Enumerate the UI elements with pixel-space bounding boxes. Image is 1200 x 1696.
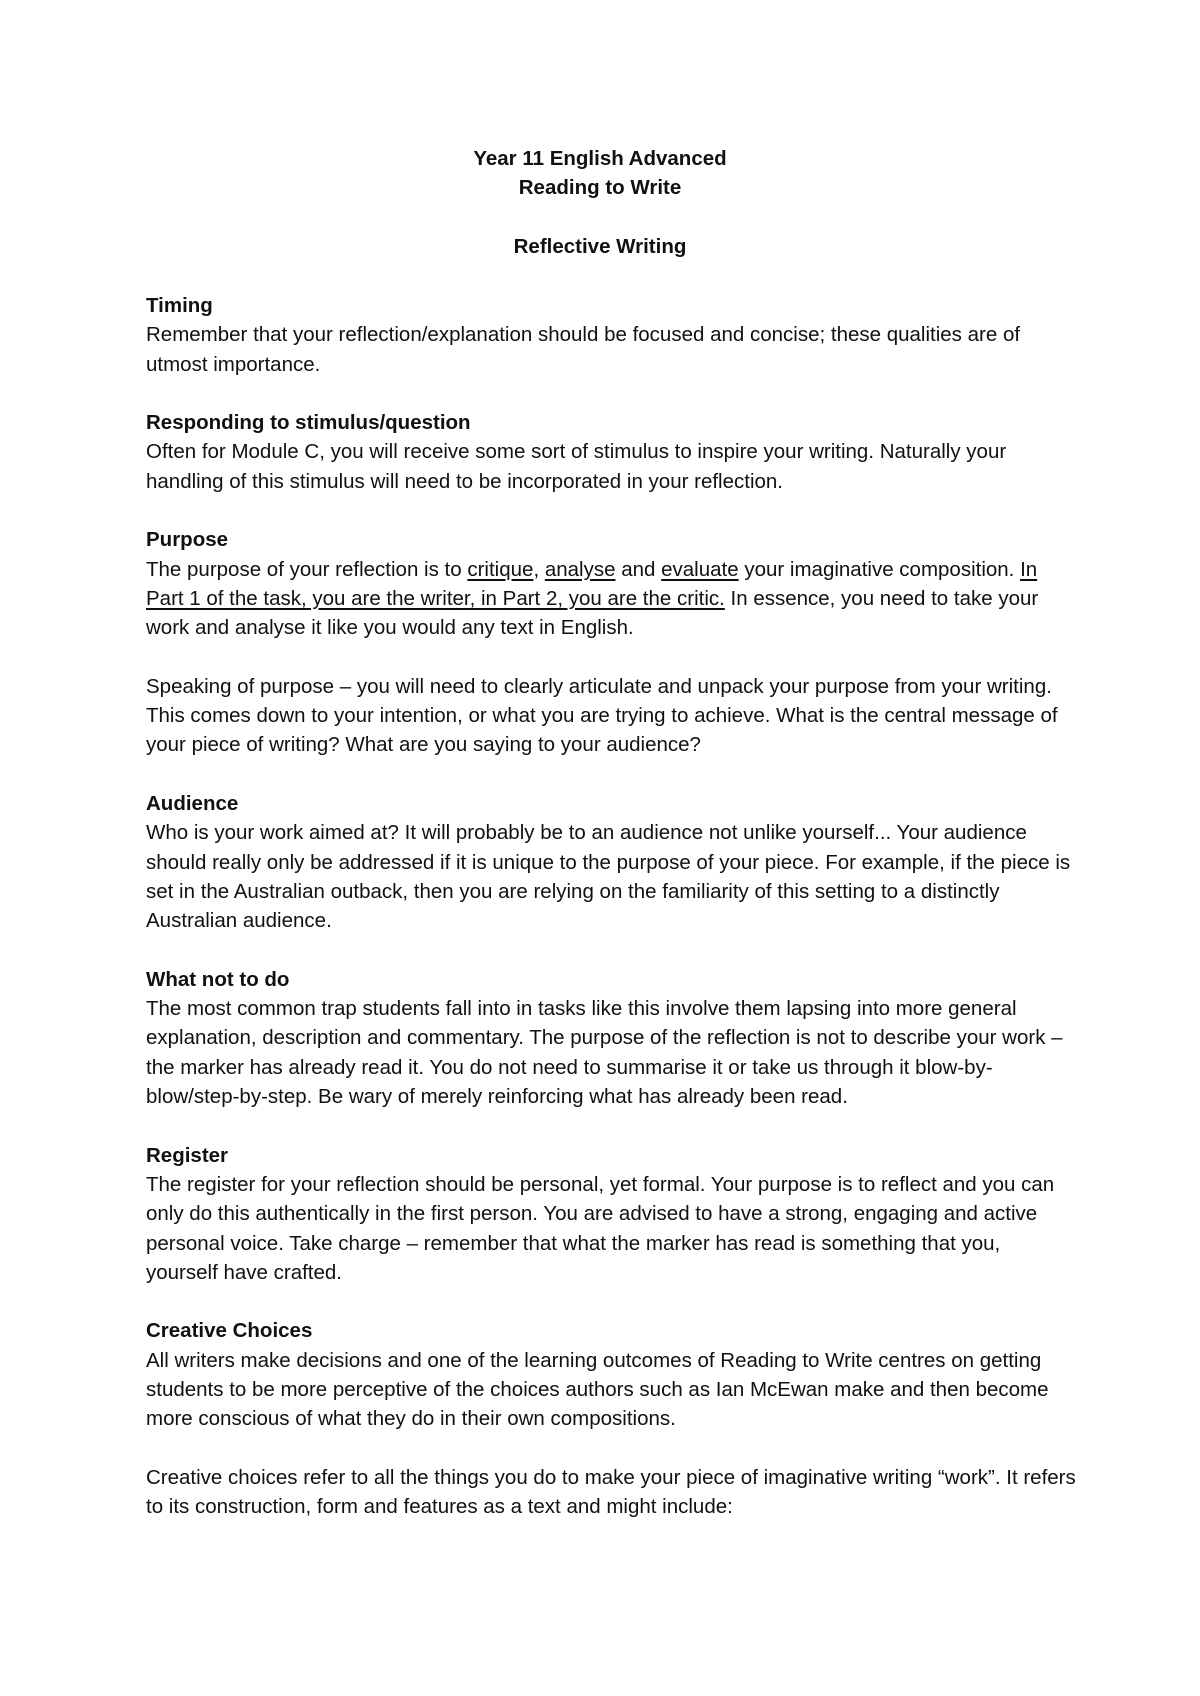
underlined-term-critique: critique <box>467 557 534 581</box>
section-text-audience: Who is your work aimed at? It will probably be to an audience not unlike yourself... Your audience should really only be addressed if it is unique to the purpose of your piece. For example, if the piece is set in the Australian outback, then you are relying on the familiarity of this setting to a distinctly Australian audience. <box>146 821 1071 933</box>
section-text-creative-2: Creative choices refer to all the things you do to make your piece of imaginative writing “work”. It refers to its construction, form and features as a text and might include: <box>146 1465 1076 1519</box>
section-creative-choices <box>146 1316 1076 1521</box>
section-register <box>146 1141 1076 1287</box>
section-text-timing: Remember that your reflection/explanation should be focused and concise; these qualities are of utmost importance. <box>146 323 1021 376</box>
text-run: your imaginative composition. <box>738 557 1021 581</box>
section-responding <box>146 408 1076 496</box>
text-run: and <box>615 557 662 581</box>
section-timing <box>146 291 1076 379</box>
section-text-creative-1: All writers make decisions and one of the learning outcomes of Reading to Write centres on getting students to be more perceptive of the choices authors such as Ian McEwan make and then become more conscious of what they do in their own compositions. <box>146 1348 1049 1431</box>
section-title-register: Register <box>146 1143 229 1167</box>
section-text-purpose-1 <box>146 555 1076 643</box>
document-body <box>146 291 1076 1551</box>
text-run: In essence, you need to take your work and analyse it like you would any text in English. <box>146 586 1039 640</box>
document-subtitle: Reading to Write <box>518 176 682 199</box>
section-title-audience: Audience <box>146 792 239 816</box>
text-run: The purpose of your reflection is to <box>146 557 468 581</box>
underlined-term-evaluate: evaluate <box>661 557 739 581</box>
underlined-sentence: In Part 1 of the task, you are the writer, in Part 2, you are the critic. <box>146 557 1038 610</box>
section-audience <box>146 789 1076 935</box>
text-run: , <box>533 557 545 581</box>
section-title-timing: Timing <box>146 294 213 317</box>
section-title-what-not-to-do: What not to do <box>146 967 290 991</box>
section-title-creative-choices: Creative Choices <box>146 1319 313 1343</box>
section-title-responding: Responding to stimulus/question <box>146 411 471 435</box>
section-what-not-to-do <box>146 965 1076 1111</box>
section-text-responding: Often for Module C, you will receive some sort of stimulus to inspire your writing. Naturally your handling of this stimulus will need to be incorporated in your reflection. <box>146 440 1007 493</box>
document-heading: Reflective Writing <box>513 235 687 258</box>
section-text-what-not-to-do: The most common trap students fall into in tasks like this involve them lapsing into more general explanation, description and commentary. The purpose of the reflection is not to describe your work – the marker has already read it. You do not need to summarise it or take us through it blow-by-blow/step-by-step. Be wary of merely reinforcing what has already been read. <box>146 997 1063 1109</box>
section-text-purpose-2: Speaking of purpose – you will need to clearly articulate and unpack your purpose from your writing. This comes down to your intention, or what you are trying to achieve. What is the central message of your piece of writing? What are you saying to your audience? <box>146 674 1058 757</box>
section-title-purpose: Purpose <box>146 528 229 552</box>
underlined-term-analyse: analyse <box>544 557 616 581</box>
section-purpose <box>146 525 1076 759</box>
document-title: Year 11 English Advanced <box>473 147 727 170</box>
section-text-register: The register for your reflection should be personal, yet formal. Your purpose is to reflect and you can only do this authentically in the first person. You are advised to have a strong, engaging and active personal voice. Take charge – remember that what the marker has read is something that you, yourself have crafted. <box>146 1172 1055 1284</box>
